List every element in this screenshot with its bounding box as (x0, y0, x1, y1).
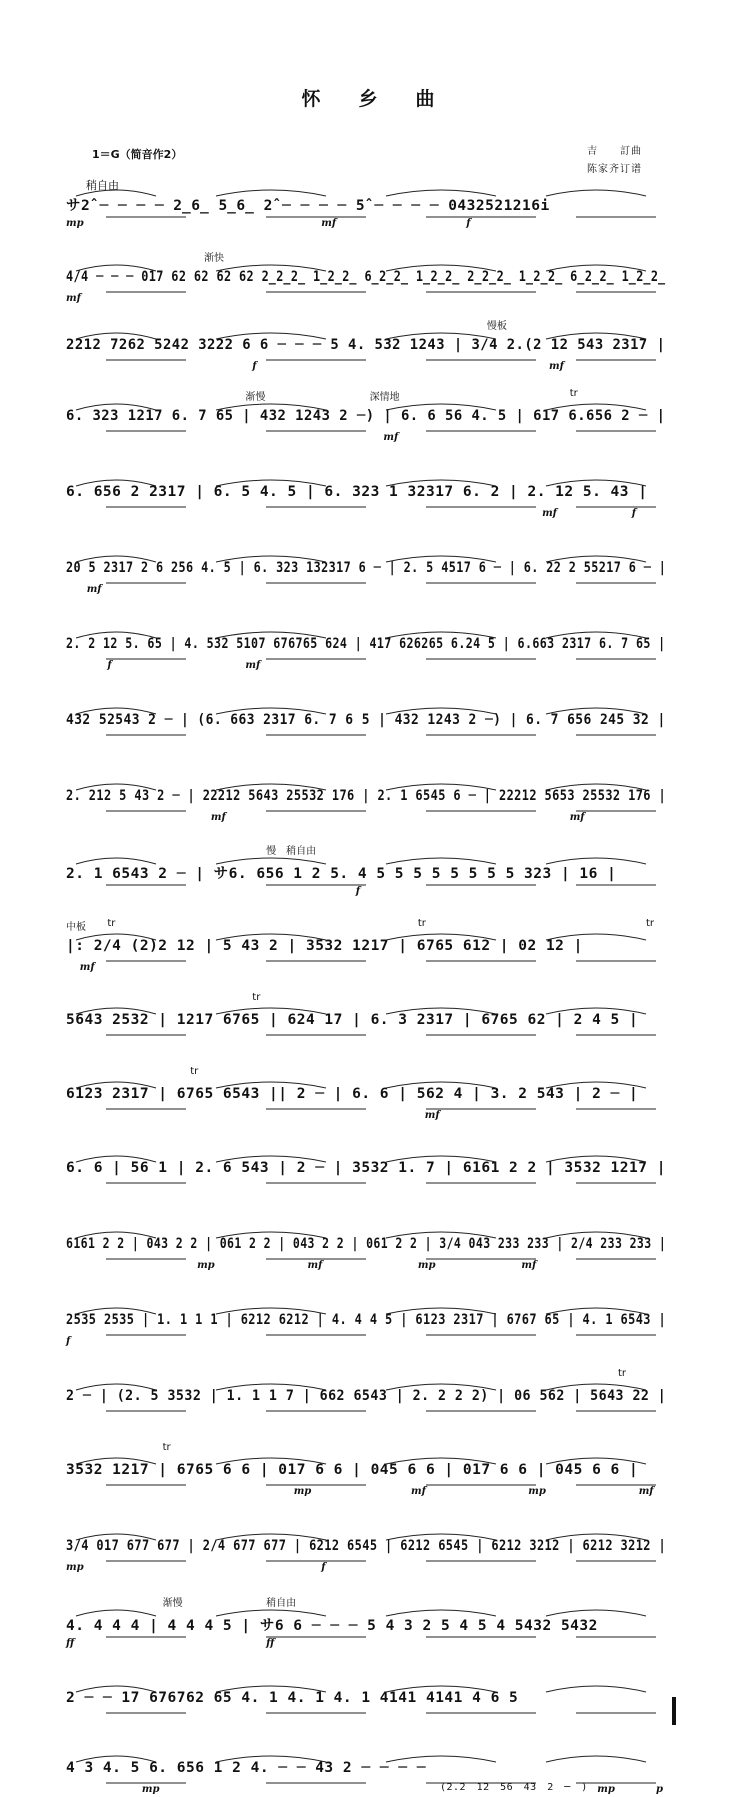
slur-arc (546, 404, 646, 410)
slur-arc (386, 1008, 496, 1014)
expression-mark: 中板 (66, 922, 86, 933)
dynamic-mark: mf (245, 660, 261, 671)
slur-marks (66, 1226, 666, 1242)
slur-arc (216, 1458, 326, 1464)
dynamic-mark: mf (321, 218, 337, 229)
slur-marks (66, 1378, 666, 1394)
slur-arc (546, 265, 646, 271)
beam-underlines (66, 1106, 666, 1114)
slur-arc (216, 1756, 326, 1762)
credit-reviser: 陈家齐订谱 (587, 164, 642, 175)
slur-arc (76, 934, 156, 940)
slur-arc (216, 858, 326, 864)
expression-mark: 稍自由 (266, 1598, 297, 1609)
notation-text: 432 52543 2 ─ | (6. 663 2317 6. 7 6 5 | 432 1243 2 ─) | 6. 7 656 245 32 | (66, 712, 666, 728)
expression-mark: 渐慢 (162, 1598, 183, 1609)
slur-arc (216, 265, 326, 271)
notation-text: 6. 6 | 56 1 | 2. 6 543 | 2 ─ | 3532 1. 7 | 6161 2 2 | 3532 1217 | (66, 1160, 666, 1176)
slur-arc (386, 858, 496, 864)
dynamic-mark: f (66, 1336, 71, 1347)
slur-arc (216, 1686, 326, 1692)
slur-arc (546, 784, 646, 790)
dynamic-mark: mp (66, 218, 84, 229)
dynamic-mark: mp (141, 1784, 160, 1795)
key-signature: 1＝G（简音作2） (92, 148, 183, 161)
slur-arc (546, 1008, 646, 1014)
slur-arc (216, 1308, 326, 1314)
slur-arc (386, 708, 496, 714)
slur-arc (386, 1156, 496, 1162)
beam-underlines (66, 1482, 666, 1490)
slur-arc (76, 1156, 156, 1162)
notation-text: サ2̂ ─ ─ ─ ─ 2̲6̲ 5̲6̲ 2̂ ─ ─ ─ ─ 5̂ ─ ─ ─ ─ 0432521216i (66, 198, 550, 214)
slur-arc (386, 1082, 496, 1088)
notation-text: 4/4 ─ ─ ─ 017 62 62 62 62 2̲2̲2̲ 1̲2̲2̲ 6̲2̲2̲ 1̲2̲2̲ 2̲2̲2̲ 1̲2̲2̲ 6̲2̲2̲ 1̲2̲2̲ (66, 269, 666, 285)
slur-arc (386, 1534, 496, 1540)
slur-arc (546, 1082, 646, 1088)
slur-arc (216, 480, 326, 486)
slur-arc (546, 1610, 646, 1616)
expression-mark: tr (417, 918, 426, 929)
ending-echo-text: (2.2 12 56 43 2 ─ ) (440, 1782, 588, 1793)
expression-mark: 深情地 (369, 392, 400, 403)
beam-underlines (66, 504, 666, 512)
slur-arc (386, 556, 496, 562)
slur-arc (76, 784, 156, 790)
dynamic-mark: f (321, 1562, 326, 1573)
slur-arc (76, 1756, 156, 1762)
dynamic-mark: mp (528, 1486, 546, 1497)
tempo-marking: 稍自由 (86, 179, 119, 192)
slur-arc (386, 404, 496, 410)
notation-text: 2. 2 12 5. 65 | 4. 532 5107 676765 624 | 417 626265 6.24 5 | 6.663 2317 6. 7 65 | (66, 636, 666, 652)
slur-arc (546, 333, 646, 339)
beam-underlines (66, 289, 666, 297)
slur-arc (386, 784, 496, 790)
slur-arc (546, 1458, 646, 1464)
slur-marks (66, 1302, 666, 1318)
slur-arc (386, 265, 496, 271)
slur-marks (66, 1528, 666, 1544)
dynamic-mark: mf (424, 1110, 440, 1121)
slur-arc (546, 632, 646, 638)
dynamic-mark: mf (86, 584, 102, 595)
expression-mark: tr (162, 1442, 171, 1453)
notation-text: 6. 656 2 2317 | 6. 5 4. 5 | 6. 323 1 32317 6. 2 | 2. 12 5. 43 | (66, 484, 648, 500)
slur-marks (66, 327, 666, 343)
dynamic-mark: mf (569, 812, 585, 823)
slur-arc (76, 190, 156, 196)
slur-marks (66, 626, 666, 642)
slur-marks (66, 259, 666, 275)
beam-underlines (66, 580, 666, 588)
slur-arc (216, 1156, 326, 1162)
dynamic-mark: mf (549, 361, 564, 372)
beam-underlines (66, 1180, 666, 1188)
expression-mark: 慢板 (486, 321, 507, 332)
slur-arc (216, 1232, 326, 1238)
beam-underlines (66, 214, 666, 222)
expression-mark: tr (190, 1066, 199, 1077)
slur-arc (76, 480, 156, 486)
slur-arc (76, 1232, 156, 1238)
dynamic-mark: mf (66, 293, 81, 304)
slur-arc (386, 1308, 496, 1314)
expression-mark: tr (252, 992, 261, 1003)
slur-arc (386, 1458, 496, 1464)
slur-arc (546, 1384, 646, 1390)
credit-composer: 吉 訂曲 (587, 146, 642, 157)
dynamic-mark: mp (197, 1260, 215, 1271)
dynamic-mark: mf (638, 1486, 654, 1497)
slur-arc (76, 1308, 156, 1314)
expression-mark: tr (107, 918, 116, 929)
slur-arc (76, 1458, 156, 1464)
beam-underlines (66, 357, 666, 365)
notation-text: 3/4 017 677 677 | 2/4 677 677 | 6212 6545 | 6212 6545 | 6212 3212 | 6212 3212 | (66, 1538, 667, 1554)
slur-arc (76, 708, 156, 714)
slur-arc (386, 1686, 496, 1692)
dynamic-mark: mp (66, 1562, 84, 1573)
dynamic-mark: mf (210, 812, 226, 823)
slur-arc (546, 934, 646, 940)
dynamic-mark: mf (307, 1260, 323, 1271)
slur-arc (216, 708, 326, 714)
dynamic-mark: f (252, 361, 257, 372)
slur-arc (546, 480, 646, 486)
expression-mark: 渐慢 (245, 392, 266, 403)
slur-marks (66, 702, 666, 718)
beam-underlines (66, 1256, 666, 1264)
slur-arc (216, 1008, 326, 1014)
notation-text: 20 5 2317 2 6 256 4. 5 | 6. 323 132317 6 ─ | 2. 5 4517 6 ─ | 6. 22 2 55217 6 ─ | (66, 560, 667, 576)
slur-arc (546, 708, 646, 714)
slur-arc (216, 784, 326, 790)
dynamic-mark: f (631, 508, 637, 519)
notation-text: 2 ─ ─ 17 676762 65 4. 1 4. 1 4. 1 4141 4141 4 6 5 (66, 1690, 519, 1706)
slur-arc (546, 190, 646, 196)
slur-marks (66, 398, 666, 414)
slur-arc (76, 632, 156, 638)
slur-marks (66, 1076, 666, 1092)
slur-arc (216, 1082, 326, 1088)
slur-marks (66, 1680, 666, 1696)
slur-arc (216, 1384, 326, 1390)
slur-arc (76, 265, 156, 271)
expression-mark: tr (569, 388, 578, 399)
slur-arc (76, 1534, 156, 1540)
slur-arc (216, 1534, 326, 1540)
dynamic-mark: mp (417, 1260, 436, 1271)
slur-arc (546, 1232, 646, 1238)
slur-arc (386, 1610, 496, 1616)
slur-marks (66, 1002, 666, 1018)
slur-arc (76, 556, 156, 562)
slur-arc (386, 632, 496, 638)
notation-text: 2. 212 5 43 2 ─ | 22212 5643 25532 176 | 2. 1 6545 6 ─ | 22212 5653 25532 176 | (66, 788, 667, 804)
dynamic-mark: mf (521, 1260, 537, 1271)
notation-text: 6123 2317 | 6765 6543 || 2 ─ | 6. 6 | 562 4 | 3. 2 543 | 2 ─ | (66, 1086, 639, 1102)
slur-marks (66, 1452, 666, 1468)
slur-marks (66, 778, 666, 794)
beam-underlines (66, 732, 666, 740)
notation-text: 5643 2532 | 1217 6765 | 624 17 | 6. 3 2317 | 6765 62 | 2 4 5 | (66, 1012, 639, 1028)
slur-arc (216, 404, 326, 410)
slur-arc (216, 556, 326, 562)
expression-mark: tr (646, 918, 655, 929)
slur-arc (216, 934, 326, 940)
dynamic-mark: mf (411, 1486, 426, 1497)
slur-arc (216, 333, 326, 339)
dynamic-mark: mf (542, 508, 557, 519)
slur-arc (546, 1756, 646, 1762)
beam-underlines (66, 1710, 666, 1718)
dynamic-mark: f (355, 886, 361, 897)
slur-arc (386, 1384, 496, 1390)
notation-text: 6161 2 2 | 043 2 2 | 061 2 2 | 043 2 2 | 061 2 2 | 3/4 043 233 233 | 2/4 233 233 | (66, 1236, 667, 1252)
expression-mark: 渐快 (204, 253, 224, 264)
notation-text: 3532 1217 | 6765 6 6 | 017 6 6 | 045 6 6 | 017 6 6 | 045 6 6 | (66, 1462, 639, 1478)
dynamic-mark: mp (597, 1784, 615, 1795)
notation-text: 2 ─ | (2. 5 3532 | 1. 1 1 7 | 662 6543 | 2. 2 2 2) | 06 562 | 5643 22 | (66, 1388, 667, 1404)
slur-arc (546, 1156, 646, 1162)
slur-arc (216, 632, 326, 638)
slur-arc (386, 934, 496, 940)
slur-arc (386, 1232, 496, 1238)
slur-arc (386, 333, 496, 339)
slur-arc (546, 1308, 646, 1314)
notation-text: 4. 4 4 4 | 4 4 4 5 | サ6 6 ─ ─ ─ 5 4 3 2 5 4 5 4 5432 5432 (66, 1618, 598, 1634)
dynamic-mark: p (656, 1784, 663, 1795)
beam-underlines (66, 656, 666, 664)
slur-arc (216, 1610, 326, 1616)
dynamic-mark: f (466, 218, 471, 229)
expression-mark: tr (618, 1368, 627, 1379)
slur-arc (76, 1686, 156, 1692)
slur-arc (386, 1756, 496, 1762)
slur-marks (66, 1750, 666, 1766)
notation-text: 2. 1 6543 2 ─ | サ6. 656 1 2 5. 4 5 5 5 5 5 5 5 5 323 | 16 | (66, 866, 617, 882)
slur-arc (76, 1610, 156, 1616)
dynamic-mark: ff (66, 1638, 75, 1649)
expression-mark: 慢 稍自由 (266, 846, 317, 857)
slur-marks (66, 928, 666, 944)
slur-marks (66, 1150, 666, 1166)
slur-marks (66, 550, 666, 566)
beam-underlines (66, 428, 666, 436)
beam-underlines (66, 1558, 666, 1566)
slur-arc (546, 858, 646, 864)
slur-arc (76, 1082, 156, 1088)
dynamic-mark: mf (383, 432, 399, 443)
notation-text: 4 3 4. 5 6. 656 1 2 4. ─ ─ 43 2 ─ ─ ─ ─ (66, 1760, 426, 1776)
slur-arc (546, 556, 646, 562)
slur-arc (546, 1534, 646, 1540)
slur-arc (386, 480, 496, 486)
slur-arc (76, 1384, 156, 1390)
notation-text: |: 2/4 (2)2 12 | 5 43 2 | 3532 1217 | 6765 612 | 02 12 | (66, 938, 583, 954)
page-title: 怀乡曲 (301, 88, 473, 110)
beam-underlines (66, 958, 666, 966)
slur-marks (66, 184, 666, 200)
slur-arc (76, 404, 156, 410)
slur-arc (216, 190, 326, 196)
final-barline (672, 1697, 676, 1725)
slur-marks (66, 852, 666, 868)
notation-text: 2212 7262 5242 3222 6 6 ─ ─ ─ 5 4. 532 1243 | 3/4 2.(2 12 543 2317 | (66, 337, 666, 353)
notation-text: 6. 323 1217 6. 7 65 | 432 1243 2 ─) | 6. 6 56 4. 5 | 617 6.656 2 ─ | (66, 408, 666, 424)
slur-arc (546, 1686, 646, 1692)
slur-arc (386, 190, 496, 196)
beam-underlines (66, 1408, 666, 1416)
dynamic-mark: mp (293, 1486, 312, 1497)
slur-marks (66, 1604, 666, 1620)
beam-underlines (66, 1634, 666, 1642)
slur-arc (76, 858, 156, 864)
dynamic-mark: f (107, 660, 112, 671)
slur-marks (66, 474, 666, 490)
beam-underlines (66, 882, 666, 890)
beam-underlines (66, 1032, 666, 1040)
slur-arc (76, 333, 156, 339)
slur-arc (76, 1008, 156, 1014)
dynamic-mark: ff (266, 1638, 275, 1649)
dynamic-mark: mf (79, 962, 95, 973)
beam-underlines (66, 1332, 666, 1340)
notation-text: 2535 2535 | 1. 1 1 1 | 6212 6212 | 4. 4 4 5 | 6123 2317 | 6767 65 | 4. 1 6543 | (66, 1312, 667, 1328)
